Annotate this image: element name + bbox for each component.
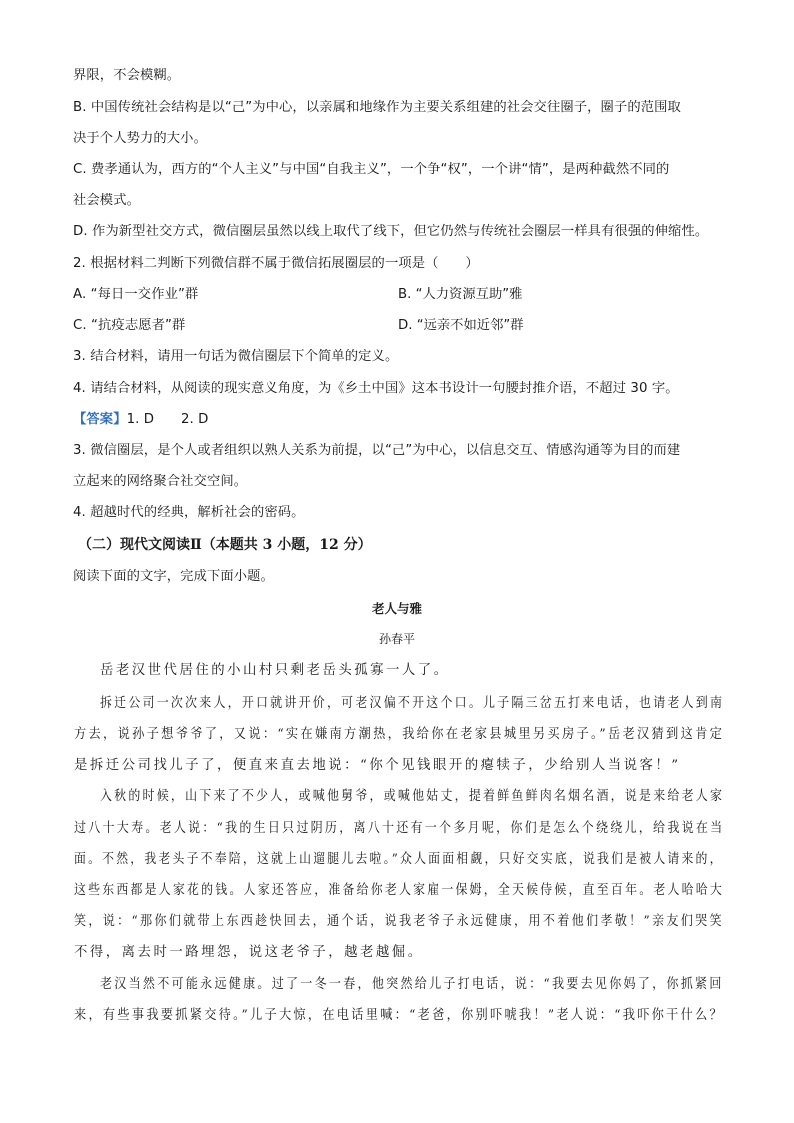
paragraph-line: 入秋的时候，山下来了不少人，或喊他舅爷，或喊他姑丈，提着鲜鱼鲜肉名烟名酒，说是来给老人家 xyxy=(100,789,725,804)
answer-4-line: 4. 超越时代的经典，解析社会的密码。 xyxy=(73,505,305,520)
q2-option-c: C. “抗疫志愿者”群 xyxy=(73,318,186,333)
option-b-line: B. 中国传统社会结构是以“己”为中心，以亲属和地缘作为主要关系组建的社会交往圈子，圈子的范围取 xyxy=(73,100,681,115)
question-2: 2. 根据材料二判断下列微信群不属于微信拓展圈层的一项是（ ） xyxy=(73,256,479,271)
question-4: 4. 请结合材料，从阅读的现实意义角度，为《乡土中国》这本书设计一句腰封推介语，不超过 30 字。 xyxy=(73,381,679,396)
q2-option-a: A. “每日一交作业”群 xyxy=(73,287,199,302)
paragraph-line: 过八十大寿。老人说：“我的生日只过阴历，离八十还有一个多月呢，你们是怎么个绕绕儿，给我说在当 xyxy=(74,821,725,836)
paragraph-line: 岳老汉世代居住的小山村只剩老岳头孤寡一人了。 xyxy=(100,663,450,678)
text-line: 界限，不会模糊。 xyxy=(73,68,181,83)
q2-option-d: D. “远亲不如近邻”群 xyxy=(398,318,524,333)
question-3: 3. 结合材料，请用一句话为微信圈层下个简单的定义。 xyxy=(73,349,399,364)
text-line: 决于个人势力的大小。 xyxy=(73,131,207,146)
answer-tag: 【答案】 xyxy=(73,412,127,427)
paragraph-line: 面。不然，我老头子不奉陪，这就上山遛腿儿去啦。”众人面面相觑，只好交实底，说我们是被人请来的， xyxy=(74,852,724,867)
story-title: 老人与雅 xyxy=(371,601,422,616)
paragraph-line: 不得，离去时一路埋怨，说这老爷子，越老越倔。 xyxy=(74,945,424,960)
instruction-line: 阅读下面的文字，完成下面小题。 xyxy=(73,569,274,584)
section-heading: （二）现代文阅读Ⅱ（本题共 3 小题，12 分） xyxy=(78,537,372,553)
paragraph-line: 这些东西都是人家花的钱。人家还答应，准备给你老人家雇一保姆，全天候侍候，直至百年。老人哈哈大 xyxy=(74,883,724,898)
paragraph-line: 笑，说：“那你们就带上东西趁快回去，通个话，说我老爷子永远健康，用不着他们孝敬！”亲友们哭笑 xyxy=(74,914,724,929)
story-author: 孙春平 xyxy=(378,632,415,646)
answer-3-line: 3. 微信圈层，是个人或者组织以熟人关系为前提，以“己”为中心，以信息交互、情感沟通等为目的而建 xyxy=(73,443,681,458)
text-line: 社会模式。 xyxy=(73,193,140,208)
answer-values: 1. D 2. D xyxy=(126,412,209,427)
paragraph-line: 拆迁公司一次次来人，开口就讲开价，可老汉偏不开这个口。儿子隔三岔五打来电话，也请老人到南 xyxy=(100,696,725,711)
paragraph-line: 是拆迁公司找儿子了，便直来直去地说：“你个见钱眼开的瘪犊子，少给别人当说客！” xyxy=(74,758,681,773)
paragraph-line: 方去，说孙子想爷爷了，又说：“实在嫌南方潮热，我给你在老家县城里另买房子。”岳老汉猜到这肯定 xyxy=(74,727,725,742)
text-line: 立起来的网络聚合社交空间。 xyxy=(73,474,248,489)
q2-option-b: B. “人力资源互助”雅 xyxy=(398,287,523,302)
option-d-line: D. 作为新型社交方式，微信圈层虽然以线上取代了线下，但它仍然与传统社会圈层一样具有很强的伸缩性。 xyxy=(73,224,709,239)
paragraph-line: 老汉当然不可能永远健康。过了一冬一春，他突然给儿子打电话，说：“我要去见你妈了，你抓紧回 xyxy=(100,977,724,992)
answer-line xyxy=(73,410,209,430)
paragraph-line: 来，有些事我要抓紧交待。”儿子大惊，在电话里喊：“老爸，你别吓唬我！”老人说：“我吓你干什么？ xyxy=(74,1008,725,1023)
option-c-line: C. 费孝通认为，西方的“个人主义”与中国“自我主义”，一个争“权”，一个讲“情”，是两种截然不同的 xyxy=(73,162,670,177)
